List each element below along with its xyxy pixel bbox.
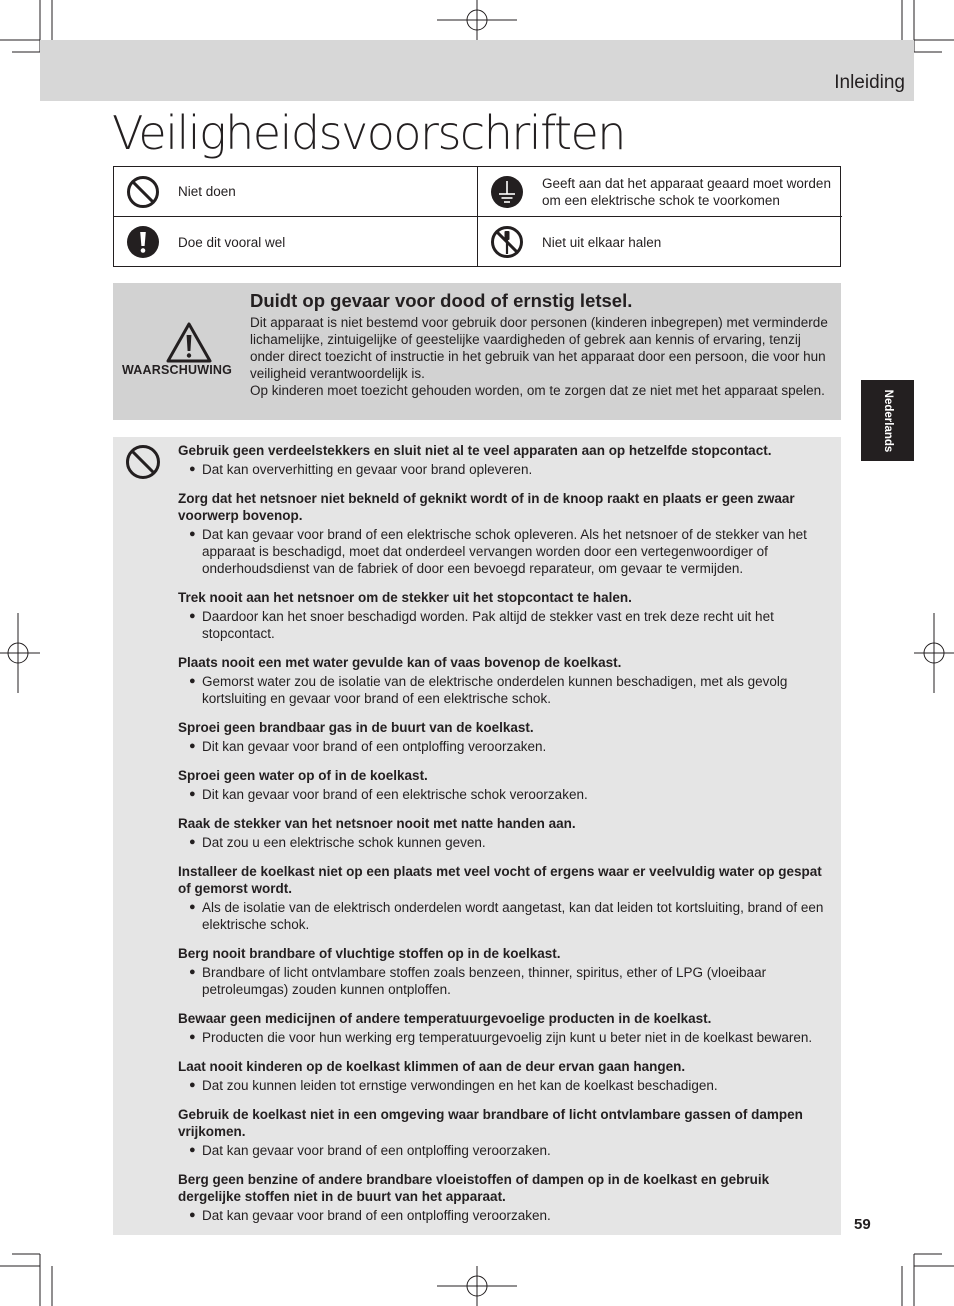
legend-text: Niet uit elkaar halen (542, 234, 662, 250)
mandatory-icon (126, 225, 160, 259)
legend-text: Geeft aan dat het apparaat geaard moet worden om een elektrische schok te voorkomen (542, 175, 831, 208)
prohibited-icon (125, 444, 161, 480)
rule-title: Sproei geen water op of in de koelkast. (178, 768, 428, 783)
rule-detail: ● Dat zou u een elektrische schok kunnen geven. (178, 834, 834, 851)
rule-title: Berg geen benzine of andere brandbare vloeistoffen of dampen op in de koelkast en gebruik dergelijke stoffen niet in de buurt van het apparaat. (178, 1172, 770, 1204)
ground-icon (490, 175, 524, 209)
rule-detail: ● Producten die voor hun werking erg temperatuurgevoelig zijn kunt u beter niet in de koelkast bewaren. (178, 1029, 834, 1046)
rules-panel (113, 437, 841, 1235)
rule-item (178, 1171, 834, 1224)
warning-label: WAARSCHUWING (122, 363, 233, 377)
rule-detail: ● Gemorst water zou de isolatie van de elektrische onderdelen kunnen beschadigen, met als gevolg kortsluiting en gevaar voor brand of een elektrische schok. (178, 673, 834, 707)
warning-panel (113, 283, 841, 420)
language-tab-label: Nederlands (881, 389, 894, 452)
rule-item (178, 442, 834, 478)
legend-item-ground (478, 167, 842, 217)
symbol-legend (113, 166, 841, 267)
rule-title: Zorg dat het netsnoer niet bekneld of geknikt wordt of in de knoop raakt en plaats er geen zwaar voorwerp bovenop. (178, 491, 795, 523)
rule-title: Berg nooit brandbare of vluchtige stoffen op in de koelkast. (178, 946, 561, 961)
rule-item (178, 815, 834, 851)
legend-text: Doe dit vooral wel (178, 234, 286, 250)
warning-paragraph: Dit apparaat is niet bestemd voor gebruik door personen (kinderen inbegrepen) met verminderde lichamelijke, zintuigelijke of geestelijke vaardigheden of gebrek aan kennis of ervaring, tenzij onder direct toezicht of instructie in het gebruik van het apparaat door een persoon, die voor hun veiligheid verantwoordelijk is. (250, 315, 828, 381)
rule-detail: ● Dat zou kunnen leiden tot ernstige verwondingen en het kan de koelkast beschadigen. (178, 1077, 834, 1094)
legend-item-mandatory (114, 217, 478, 267)
legend-item-no-disassembly (478, 217, 842, 267)
header-band (40, 40, 914, 101)
rule-detail: ● Brandbare of licht ontvlambare stoffen zoals benzeen, thinner, spiritus, ether of LPG (vloeibaar petroleumgas) zouden kunnen ontploffen. (178, 964, 834, 998)
rule-item (178, 767, 834, 803)
rule-title: Trek nooit aan het netsnoer om de stekker uit het stopcontact te halen. (178, 590, 632, 605)
rule-title: Sproei geen brandbaar gas in de buurt van de koelkast. (178, 720, 534, 735)
rule-item (178, 1058, 834, 1094)
rule-item (178, 719, 834, 755)
warning-triangle-icon (165, 321, 213, 365)
rule-item (178, 863, 834, 933)
rule-title: Plaats nooit een met water gevulde kan of vaas bovenop de koelkast. (178, 655, 622, 670)
rule-title: Raak de stekker van het netsnoer nooit met natte handen aan. (178, 816, 576, 831)
rule-list (178, 442, 834, 1236)
page-number: 59 (854, 1216, 871, 1233)
rule-detail: ● Dat kan gevaar voor brand of een ontploffing veroorzaken. (178, 1207, 834, 1224)
language-tab (861, 380, 914, 461)
rule-item (178, 1010, 834, 1046)
rule-detail: ● Daardoor kan het snoer beschadigd worden. Pak altijd de stekker vast en trek deze recht uit het stopcontact. (178, 608, 834, 642)
rule-item (178, 490, 834, 577)
page-title: Veiligheidsvoorschriften (112, 106, 625, 160)
rule-item (178, 589, 834, 642)
no-disassembly-icon (490, 225, 524, 259)
legend-text: Niet doen (178, 184, 236, 199)
warning-paragraph: Op kinderen moet toezicht gehouden worden, om te zorgen dat ze niet met het apparaat spelen. (250, 383, 825, 398)
warning-body (250, 314, 828, 399)
rule-detail: ● Dit kan gevaar voor brand of een ontploffing veroorzaken. (178, 738, 834, 755)
rule-detail: ● Dit kan gevaar voor brand of een elektrische schok veroorzaken. (178, 786, 834, 803)
rule-item (178, 1106, 834, 1159)
rule-detail: ● Dat kan gevaar voor brand of een elektrische schok opleveren. Als het netsnoer of de stekker van het apparaat is beschadigd, moet dat onderdeel vervangen worden door een vertegenwoordiger of onderhoudsdienst van de fabriek of door een bevoegd reparateur, om gevaar te vermijden. (178, 526, 834, 577)
rule-title: Gebruik de koelkast niet in een omgeving waar brandbare of licht ontvlambare gassen of dampen vrijkomen. (178, 1107, 803, 1139)
prohibited-icon (126, 175, 160, 209)
warning-heading: Duidt op gevaar voor dood of ernstig letsel. (250, 290, 633, 311)
rule-item (178, 945, 834, 998)
legend-item-prohibited (114, 167, 478, 217)
section-label: Inleiding (834, 72, 905, 93)
rule-detail: ● Dat kan oververhitting en gevaar voor brand opleveren. (178, 461, 834, 478)
rule-detail: ● Als de isolatie van de elektrisch onderdelen wordt aangetast, kan dat leiden tot kortsluiting, brand of een elektrische schok. (178, 899, 834, 933)
rule-title: Laat nooit kinderen op de koelkast klimmen of aan de deur ervan gaan hangen. (178, 1059, 686, 1074)
rule-title: Gebruik geen verdeelstekkers en sluit niet al te veel apparaten aan op hetzelfde stopcontact. (178, 443, 772, 458)
rule-title: Installeer de koelkast niet op een plaats met veel vocht of ergens waar er veelvuldig water op gespat of gemorst wordt. (178, 864, 822, 896)
rule-detail: ● Dat kan gevaar voor brand of een ontploffing veroorzaken. (178, 1142, 834, 1159)
rule-item (178, 654, 834, 707)
rule-title: Bewaar geen medicijnen of andere temperatuurgevoelige producten in de koelkast. (178, 1011, 712, 1026)
